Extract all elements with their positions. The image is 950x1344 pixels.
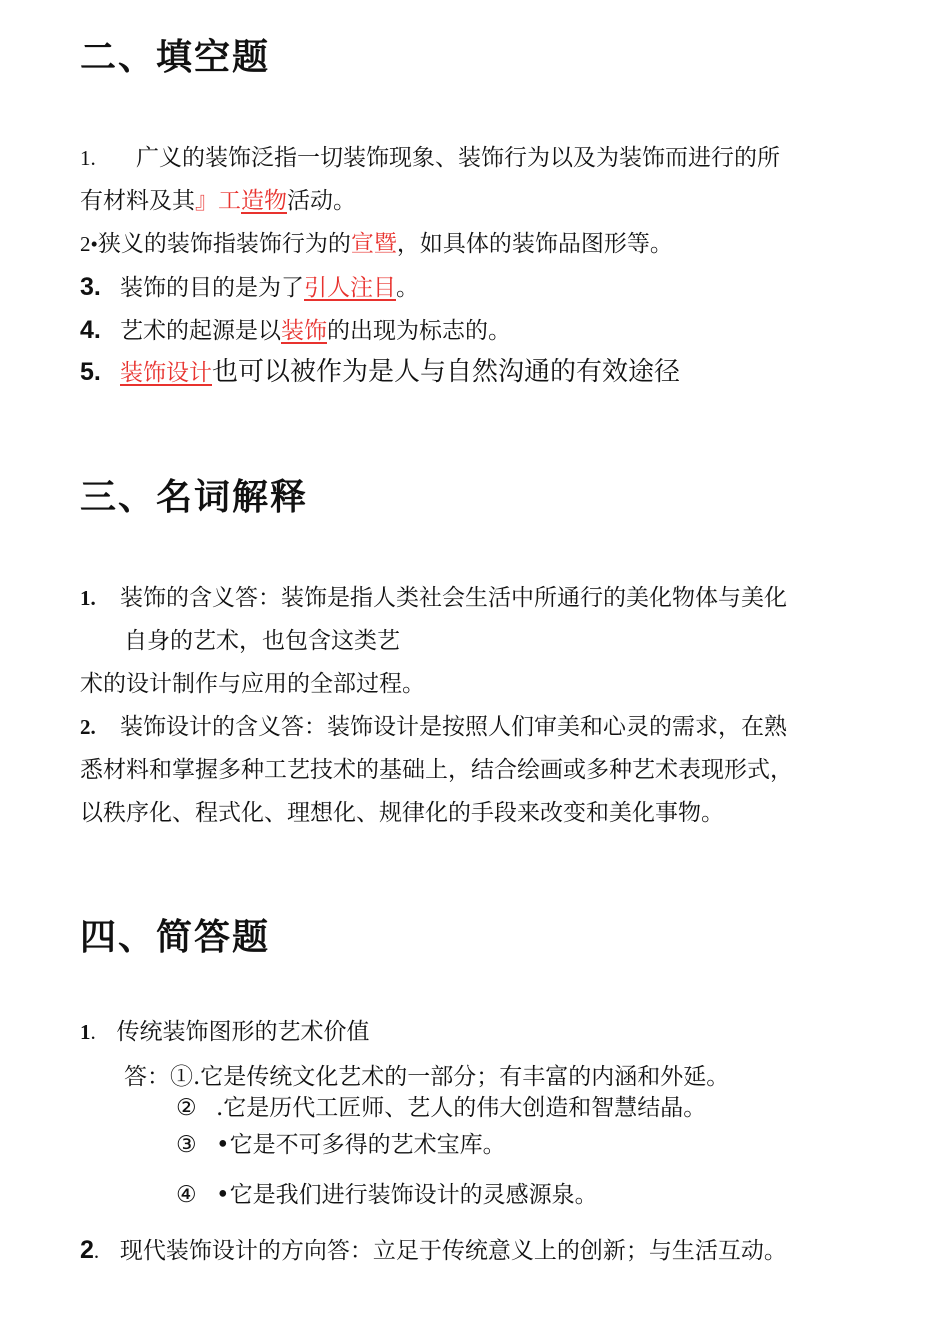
fill-item-4: [80, 315, 511, 346]
item-text: 装饰设计的含义答：装饰设计是按照人们审美和心灵的需求，在熟: [120, 714, 787, 740]
item-text: 艺术的起源是以: [120, 318, 281, 344]
definition-1-line-3: [80, 669, 425, 699]
answer-text: .它是历代工匠师、艺人的伟大创造和智慧结晶。: [216, 1095, 707, 1121]
fill-item-1-line-1: [80, 143, 780, 173]
item-text: ，如具体的装饰品图形等。: [396, 231, 673, 257]
answer-text-underlined: 引人注目: [304, 275, 396, 301]
item-number: 5.: [80, 358, 101, 386]
item-number: 1.: [80, 586, 96, 610]
answer-marker: ③: [176, 1132, 197, 1158]
answer-line-1: [124, 1062, 729, 1092]
item-number-separator: .: [93, 1239, 100, 1263]
answer-text: •它是我们进行装饰设计的灵感源泉。: [216, 1182, 598, 1208]
definition-2-line-1: [80, 712, 787, 742]
definition-1-line-1: [80, 583, 787, 613]
item-text: 狭义的装饰指装饰行为的: [97, 231, 351, 257]
item-text: 有材料及其: [80, 188, 195, 214]
fill-item-1-line-2: [80, 186, 356, 216]
answer-text: 宣暨: [350, 231, 397, 257]
fill-item-3: [80, 272, 419, 303]
answer-marker: ②: [176, 1095, 197, 1121]
item-text: 的出现为标志的。: [327, 318, 511, 344]
item-number: 4.: [80, 316, 101, 344]
answer-text: •它是不可多得的艺术宝库。: [216, 1132, 506, 1158]
item-number: 1: [80, 1020, 91, 1044]
section-heading-short-answer: 四、简答题: [80, 917, 271, 958]
answer-text: 』工: [195, 188, 241, 214]
fill-item-5: [80, 357, 680, 388]
item-text: 装饰的目的是为了: [120, 275, 304, 301]
section-heading-fill-in: 二、填空题: [80, 37, 271, 78]
definition-1-line-2: [124, 626, 400, 656]
answer-text-underlined: 造物: [241, 188, 287, 214]
section-heading-definitions: 三、名词解释: [80, 477, 309, 518]
question-text: 传统装饰图形的艺术价值: [116, 1019, 370, 1045]
answer-line-2: [176, 1093, 706, 1123]
item-number-separator: .: [90, 1020, 96, 1044]
answer-text-underlined: 装饰设计: [120, 360, 212, 386]
item-text: 术的设计制作与应用的全部过程。: [80, 671, 425, 697]
fill-item-2: [80, 229, 673, 259]
item-text: 活动。: [287, 188, 356, 214]
definition-2-line-2: [80, 755, 793, 785]
answer-label: 答：: [124, 1064, 170, 1090]
question-text: 现代装饰设计的方向答：立足于传统意义上的创新；与生活互动。: [119, 1238, 787, 1264]
answer-text: .它是传统文化艺术的一部分；有丰富的内涵和外延。: [193, 1064, 730, 1090]
answer-text-underlined: 装饰: [281, 318, 327, 344]
item-number: 2•: [80, 232, 98, 256]
item-text: 悉材料和掌握多种工艺技术的基础上，结合绘画或多种艺术表现形式，: [80, 757, 793, 783]
item-number: 2: [80, 1236, 94, 1264]
item-text: 。: [396, 275, 419, 301]
answer-line-4: [176, 1180, 598, 1210]
item-text: 装饰的含义答：装饰是指人类社会生活中所通行的美化物体与美化: [120, 585, 787, 611]
short-answer-question-2: [80, 1235, 787, 1266]
short-answer-question-1: [80, 1017, 370, 1047]
definition-2-line-3: [80, 798, 724, 828]
item-number: 1.: [80, 146, 96, 170]
answer-line-3: [176, 1130, 506, 1160]
item-text: 也可以被作为是人与自然沟通的有效途径: [212, 357, 681, 387]
item-text: 以秩序化、程式化、理想化、规律化的手段来改变和美化事物。: [80, 800, 724, 826]
item-number: 2.: [80, 715, 96, 739]
answer-marker: ①: [170, 1064, 193, 1090]
item-number: 3.: [80, 273, 101, 301]
item-text: 广义的装饰泛指一切装饰现象、装饰行为以及为装饰而进行的所: [136, 145, 780, 171]
item-text: 自身的艺术，也包含这类艺: [124, 628, 400, 654]
answer-marker: ④: [176, 1182, 197, 1208]
